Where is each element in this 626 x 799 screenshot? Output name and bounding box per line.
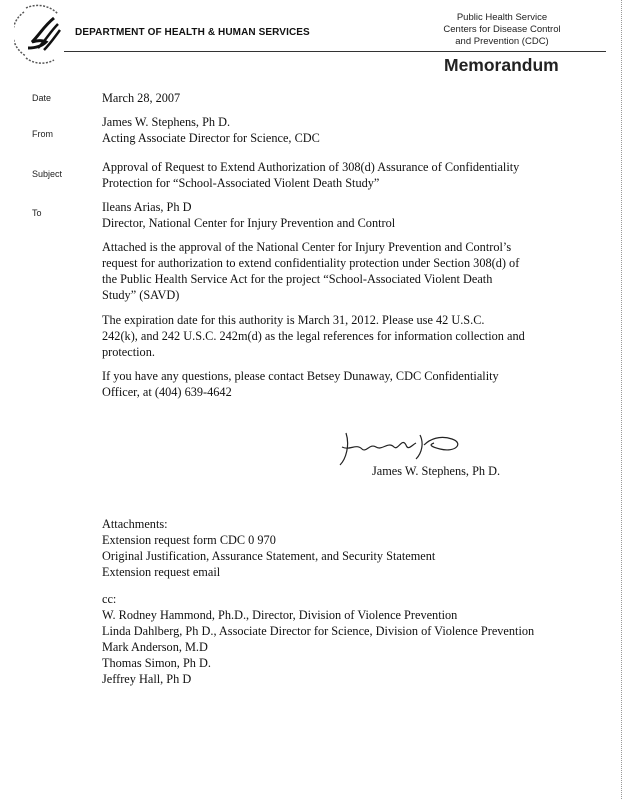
cc-item: Thomas Simon, Ph D. — [102, 656, 211, 670]
cc-item: W. Rodney Hammond, Ph.D., Director, Division of Violence Prevention — [102, 608, 458, 622]
margin-line — [621, 0, 622, 799]
cc-item: Mark Anderson, M.D — [102, 640, 208, 654]
attachments-heading: Attachments: — [102, 517, 168, 531]
text-line: Attached is the approval of the National Center for Injury Prevention and Control’s — [102, 240, 512, 254]
from-value — [102, 114, 320, 146]
text-line: Protection for “School-Associated Violent Death Study” — [102, 176, 380, 190]
text-line: 242(k), and 242 U.S.C. 242m(d) as the legal references for information collection and — [102, 329, 525, 343]
text-line: protection. — [102, 345, 155, 359]
text-line: Approval of Request to Extend Authorization of 308(d) Assurance of Confidentiality — [102, 160, 520, 174]
paragraph-2 — [102, 312, 525, 360]
cc-list — [102, 591, 534, 687]
agency-block — [440, 12, 564, 48]
text-line: If you have any questions, please contact Betsey Dunaway, CDC Confidentiality — [102, 369, 499, 383]
from-label: From — [32, 129, 53, 139]
attachments — [102, 516, 435, 580]
text-line: James W. Stephens, Ph D. — [102, 115, 231, 129]
text-line: Officer, at (404) 639-4642 — [102, 385, 232, 399]
text-line: request for authorization to extend confidentiality protection under Section 308(d) of — [102, 256, 520, 270]
text-line: the Public Health Service Act for the project “School-Associated Violent Death — [102, 272, 493, 286]
to-value — [102, 199, 395, 231]
paragraph-3 — [102, 368, 499, 400]
subject-value — [102, 159, 519, 191]
text-line: Acting Associate Director for Science, CDC — [102, 131, 320, 145]
agency-line: and Prevention (CDC) — [455, 36, 549, 47]
eagle-seal-icon — [14, 4, 66, 64]
cc-heading: cc: — [102, 592, 117, 606]
paragraph-1 — [102, 239, 519, 303]
signature-name: James W. Stephens, Ph D. — [372, 464, 501, 478]
subject-label: Subject — [32, 169, 63, 179]
text-line: Ileans Arias, Ph D — [102, 200, 192, 214]
text-line: Director, National Center for Injury Prevention and Control — [102, 216, 396, 230]
attachment-item: Extension request form CDC 0 970 — [102, 533, 276, 547]
header-rule — [64, 51, 606, 52]
text-line: Study” (SAVD) — [102, 288, 180, 302]
date-label: Date — [32, 93, 52, 103]
to-label: To — [32, 208, 42, 218]
date-value: March 28, 2007 — [102, 91, 181, 105]
department-name: DEPARTMENT OF HEALTH & HUMAN SERVICES — [75, 27, 310, 38]
hhs-logo — [14, 4, 66, 64]
agency-line: Public Health Service — [456, 12, 548, 23]
doc-type: Memorandum — [444, 55, 559, 75]
cc-item: Jeffrey Hall, Ph D — [102, 672, 192, 686]
attachment-item: Extension request email — [102, 565, 221, 579]
agency-line: Centers for Disease Control — [443, 24, 561, 35]
attachment-item: Original Justification, Assurance Statement, and Security Statement — [102, 549, 436, 563]
text-line: The expiration date for this authority is March 31, 2012. Please use 42 U.S.C. — [102, 313, 485, 327]
cc-item: Linda Dahlberg, Ph D., Associate Director for Science, Division of Violence Prevention — [102, 624, 535, 638]
